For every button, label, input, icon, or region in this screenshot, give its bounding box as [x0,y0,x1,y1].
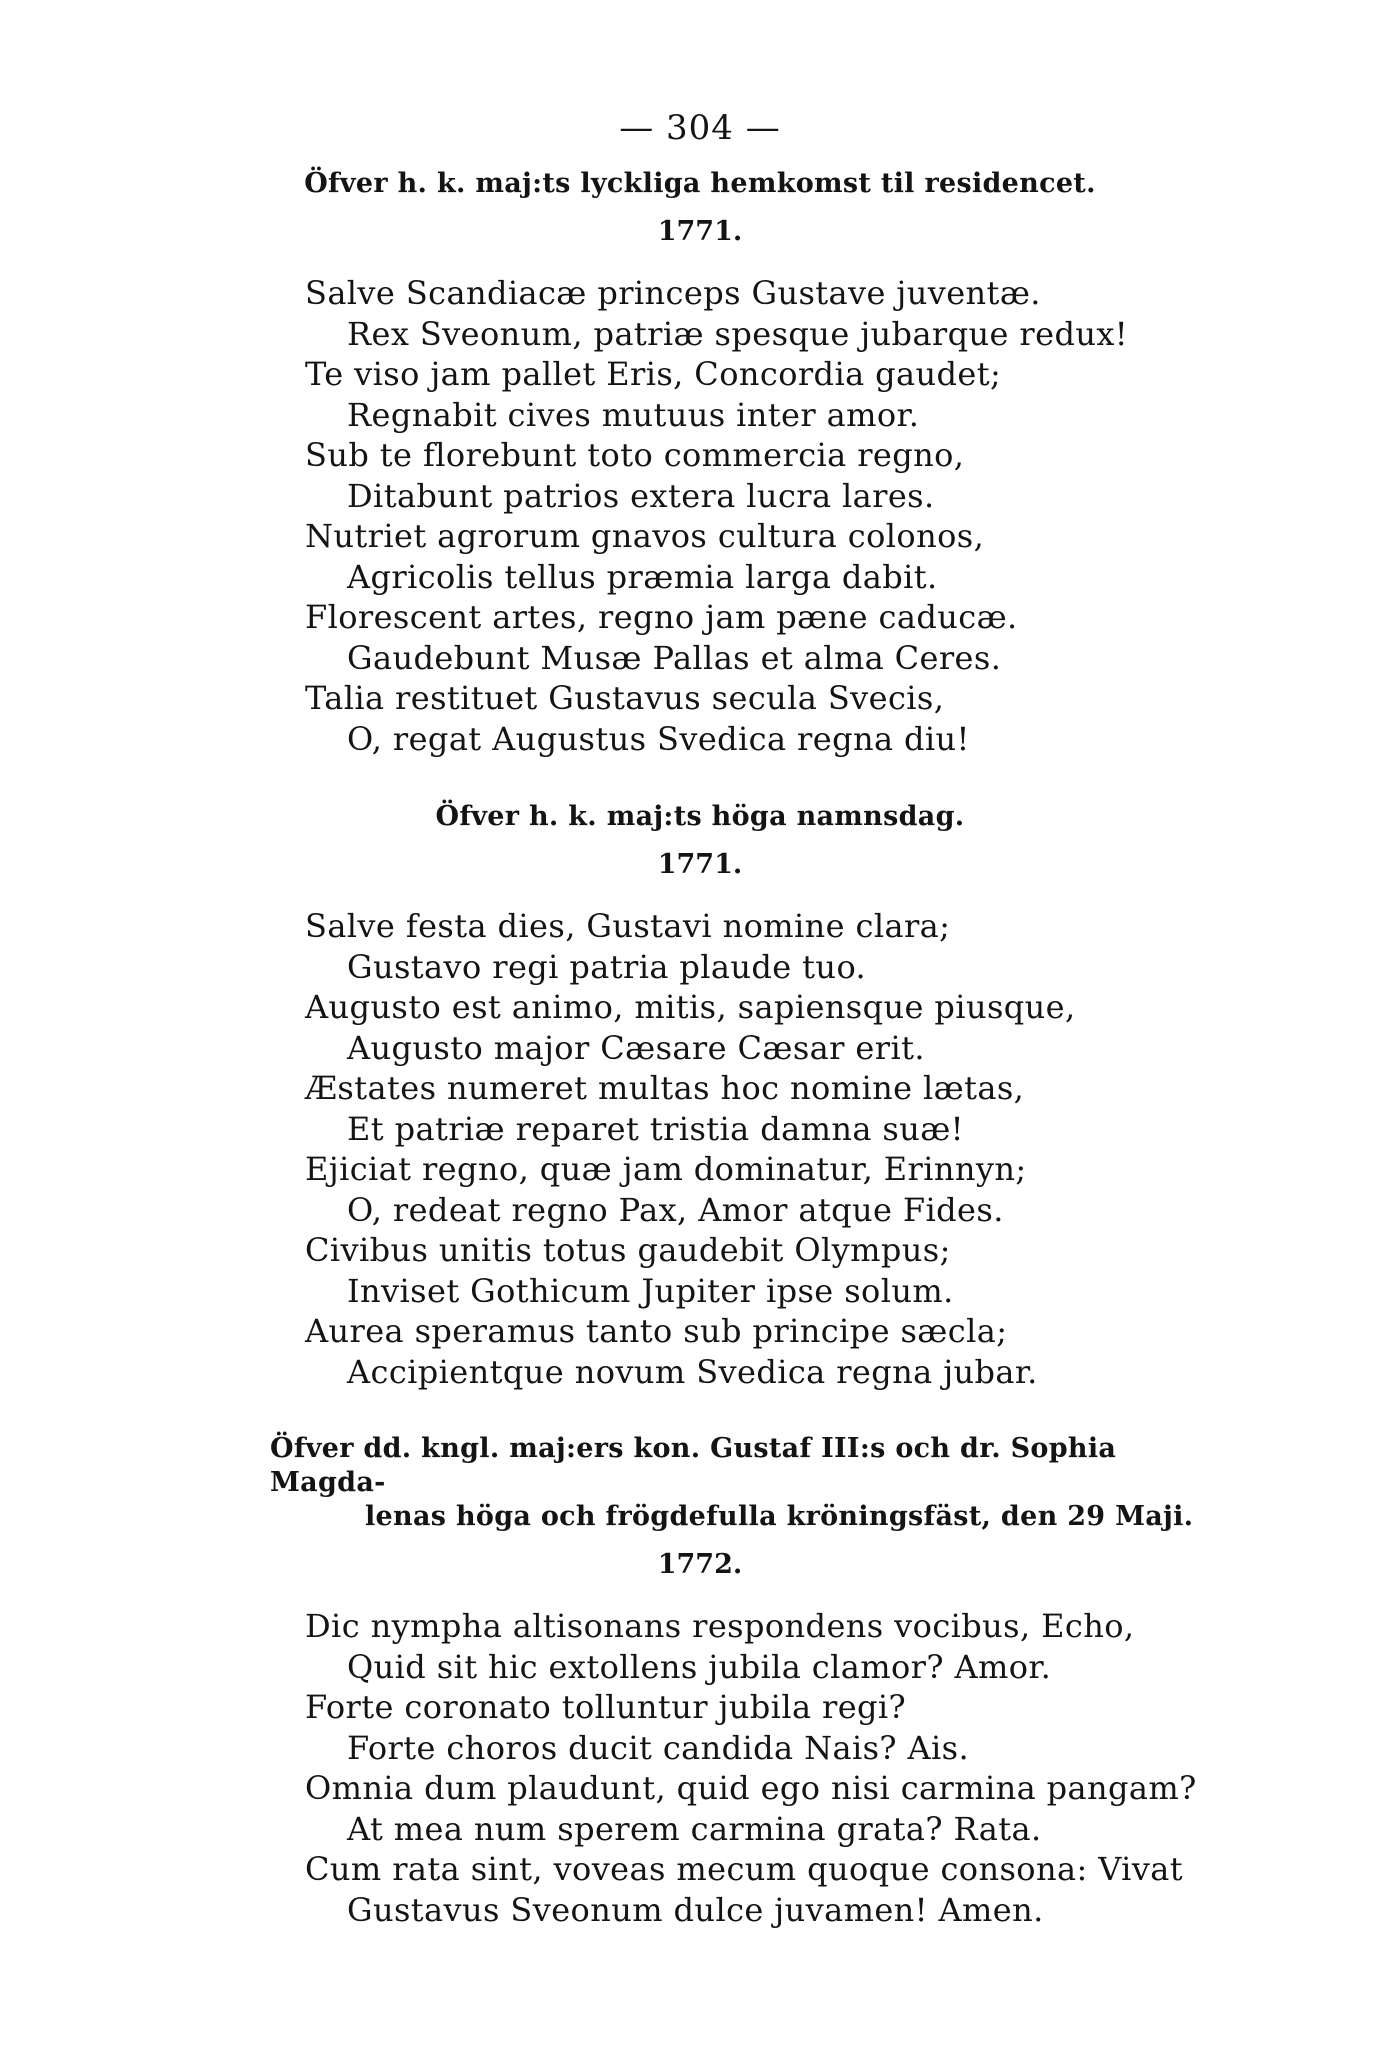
verse-line: Agricolis tellus præmia larga dabit. [347,557,938,596]
verse-line: Salve Scandiacæ princeps Gustave juventæ. [305,274,1041,312]
verse-line: Aurea speramus tanto sub principe sæcla; [305,1312,1008,1350]
verse-line: Et patriæ reparet tristia damna suæ! [347,1109,964,1148]
verse-line: Inviset Gothicum Jupiter ipse solum. [347,1271,954,1310]
verse-line: Gaudebunt Musæ Pallas et alma Ceres. [347,638,1002,677]
verse-line: Civibus unitis totus gaudebit Olympus; [305,1231,951,1269]
verse-line: Omnia dum plaudunt, quid ego nisi carmina pangam? [305,1769,1197,1807]
verse-line: O, regat Augustus Svedica regna diu! [347,719,970,758]
verse-line: Forte choros ducit candida Nais? Ais. [347,1728,970,1767]
verse-line: Quid sit hic extollens jubila clamor? Amor. [347,1647,1052,1686]
verse-line: Augusto major Cæsare Cæsar erit. [347,1028,925,1067]
verse-line: Ditabunt patrios extera lucra lares. [347,476,935,515]
poem-year: 1772. [657,1549,743,1580]
poem-verses [0,273,1400,759]
verse-line: Gustavo regi patria plaude tuo. [347,947,867,986]
verse-line: Rex Sveonum, patriæ spesque jubarque redux! [347,314,1129,353]
page-number: — 304 — [619,108,781,148]
poem-year: 1771. [657,216,743,247]
poem-title: Öfver h. k. maj:ts höga namnsdag. [435,801,965,832]
verse-line: Nutriet agrorum gnavos cultura colonos, [305,517,985,555]
verse-line: Dic nympha altisonans respondens vocibus, Echo, [305,1607,1135,1645]
poem-verses [0,906,1400,1392]
verse-line: Augusto est animo, mitis, sapiensque piusque, [305,988,1076,1026]
verse-line: O, redeat regno Pax, Amor atque Fides. [347,1190,1004,1229]
verse-line: Æstates numeret multas hoc nomine lætas, [305,1069,1025,1107]
poem-title-line: Öfver dd. kngl. maj:ers kon. Gustaf III:s och dr. Sophia Magda- [270,1433,1117,1498]
verse-line: Cum rata sint, voveas mecum quoque consona: Vivat [305,1850,1184,1888]
poem-nameday [0,800,1400,1392]
poem-verses [0,1606,1400,1930]
poem-title-line: lenas höga och frögdefulla kröningsfäst, den 29 Maji. [365,1501,1194,1532]
verse-line: Ejiciat regno, quæ jam dominatur, Erinnyn; [305,1150,1027,1188]
verse-line: Talia restituet Gustavus secula Svecis, [305,679,945,717]
verse-line: Te viso jam pallet Eris, Concordia gaudet; [305,355,1002,393]
verse-line: Accipientque novum Svedica regna jubar. [347,1352,1038,1391]
verse-line: Sub te florebunt toto commercia regno, [305,436,965,474]
poem-homecoming [0,167,1400,759]
poem-coronation [0,1432,1400,1930]
poem-title: Öfver h. k. maj:ts lyckliga hemkomst til residencet. [304,168,1096,199]
verse-line: At mea num sperem carmina grata? Rata. [347,1809,1042,1848]
verse-line: Salve festa dies, Gustavi nomine clara; [305,907,951,945]
poem-year: 1771. [657,849,743,880]
verse-line: Regnabit cives mutuus inter amor. [347,395,920,434]
verse-line: Florescent artes, regno jam pæne caducæ. [305,598,1018,636]
poem-title [0,1432,1400,1534]
verse-line: Gustavus Sveonum dulce juvamen! Amen. [347,1890,1044,1929]
verse-line: Forte coronato tolluntur jubila regi? [305,1688,907,1726]
